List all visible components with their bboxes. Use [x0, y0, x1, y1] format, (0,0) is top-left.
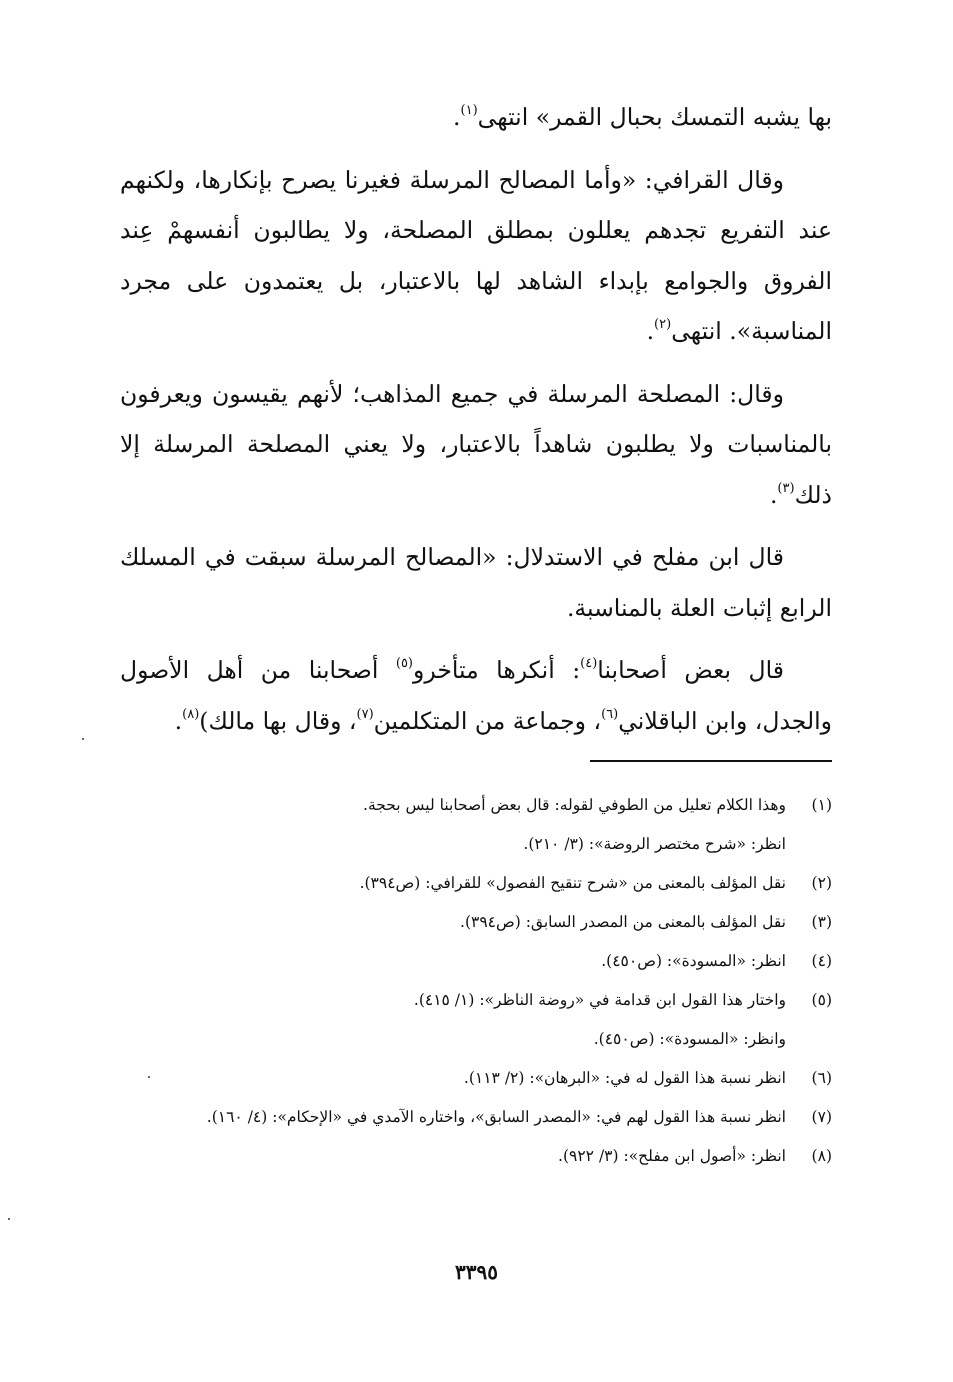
paragraph-1 [120, 92, 832, 143]
paragraph-1-text: بها يشبه التمسك بحبال القمر» انتهى [477, 103, 832, 131]
footnote-4 [120, 942, 832, 981]
footnote-separator [590, 760, 832, 762]
footnote-6 [120, 1059, 832, 1098]
paragraph-5-text: أصحابنا من أهل الأصول والجدل، وابن الباقلاني [120, 656, 832, 735]
scan-speck [8, 1218, 10, 1220]
footnote-ref-6[interactable]: (٦) [601, 706, 619, 722]
footnote-text: نقل المؤلف بالمعنى من «شرح تنقيح الفصول» للقرافي: (ص٣٩٤). [359, 874, 786, 892]
footnote-text: واختار هذا القول ابن قدامة في «روضة الناظر»: (١/ ٤١٥). [413, 991, 786, 1009]
paragraph-3-end: . [769, 480, 778, 509]
paragraph-3-text: وقال: المصلحة المرسلة في جميع المذاهب؛ لأنهم يقيسون ويعرفون بالمناسبات ولا يطلبون شاهداً بالاعتبار، ولا يعني المصلحة المرسلة إلا ذلك [120, 379, 832, 509]
footnote-ref-3[interactable]: (٣) [777, 480, 795, 496]
paragraph-3 [120, 369, 832, 521]
scan-speck [82, 738, 84, 740]
footnote-text: نقل المؤلف بالمعنى من المصدر السابق: (ص٣٩٤). [460, 913, 786, 931]
page-number: ٣٣٩٥ [455, 1260, 498, 1284]
footnote-3 [120, 903, 832, 942]
footnote-text: انظر: «شرح مختصر الروضة»: (٣/ ٢١٠). [523, 835, 786, 853]
footnote-1 [120, 786, 832, 825]
footnote-number: (٤) [811, 952, 832, 970]
paragraph-2-text: وقال القرافي: «وأما المصالح المرسلة فغيرنا يصرح بإنكارها، ولكنهم عند التفريع تجدهم يعللون بمطلق المصلحة، ولا يطالبون أنفسهمْ عِند الفروق والجوامع بإبداء الشاهد لها بالاعتبار، بل يعتمدون على مجرد المناسبة». انتهى [120, 165, 832, 345]
paragraph-5 [120, 645, 832, 746]
footnote-ref-7[interactable]: (٧) [356, 706, 374, 722]
footnotes [120, 786, 832, 1176]
footnote-ref-8[interactable]: (٨) [182, 706, 200, 722]
paragraph-4 [120, 532, 832, 633]
paragraph-5-end: . [174, 706, 183, 735]
footnote-number: (٥) [811, 991, 832, 1009]
main-text [120, 92, 832, 758]
footnote-number: (١) [811, 796, 832, 814]
footnote-2 [120, 864, 832, 903]
footnote-text: انظر نسبة هذا القول لهم في: «المصدر السابق»، واختاره الآمدي في «الإحكام»: (٤/ ١٦٠). [206, 1108, 786, 1126]
footnote-number: (٦) [811, 1069, 832, 1087]
footnote-ref-5[interactable]: (٥) [395, 656, 413, 671]
footnote-text: انظر نسبة هذا القول له في: «البرهان»: (٢/ ١١٣). [463, 1069, 786, 1087]
footnote-8 [120, 1137, 832, 1176]
footnote-number: (٨) [811, 1147, 832, 1165]
paragraph-5-text: : أنكرها متأخرو [413, 656, 581, 684]
paragraph-2 [120, 155, 832, 357]
footnote-number: (٢) [811, 874, 832, 892]
footnote-text: انظر: «أصول ابن مفلح»: (٣/ ٩٢٢). [558, 1147, 786, 1165]
footnote-5-continued [120, 1020, 832, 1059]
footnote-5 [120, 981, 832, 1020]
footnote-ref-4[interactable]: (٤) [580, 656, 598, 671]
footnote-text: وانظر: «المسودة»: (ص٤٥٠). [593, 1030, 786, 1048]
footnote-number: (٣) [811, 913, 832, 931]
paragraph-5-text: ، وجماعة من المتكلمين [373, 706, 602, 735]
paragraph-4-text: قال ابن مفلح في الاستدلال: «المصالح المرسلة سبقت في المسلك الرابع إثبات العلة بالمناسبة. [120, 543, 832, 622]
paragraph-5-text: قال بعض أصحابنا [597, 656, 784, 684]
footnote-7 [120, 1098, 832, 1137]
paragraph-2-end: . [646, 317, 655, 345]
footnote-ref-1[interactable]: (١) [460, 103, 478, 118]
footnote-text: وهذا الكلام تعليل من الطوفي لقوله: قال بعض أصحابنا ليس بحجة. [363, 796, 786, 814]
footnote-number: (٧) [811, 1108, 832, 1126]
paragraph-5-text: ، وقال بها مالك) [199, 706, 357, 735]
scan-speck [148, 1076, 150, 1078]
paragraph-1-end: . [453, 103, 461, 131]
footnote-1-continued [120, 825, 832, 864]
footnote-ref-2[interactable]: (٢) [654, 317, 672, 332]
footnote-text: انظر: «المسودة»: (ص٤٥٠). [601, 952, 786, 970]
